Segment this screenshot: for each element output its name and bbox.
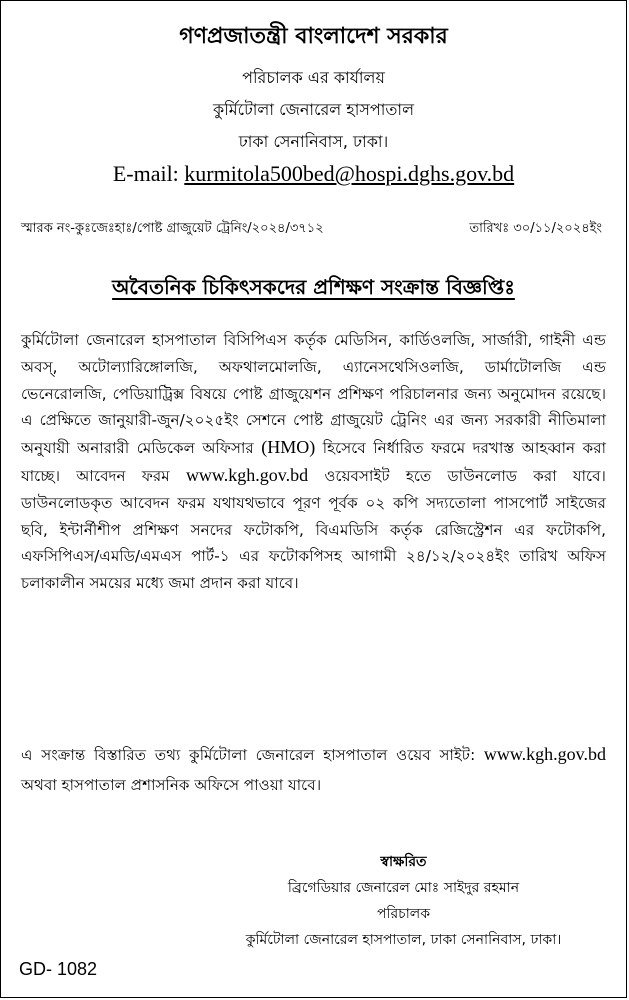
email-link[interactable]: kurmitola500bed@hospi.dghs.gov.bd [184, 161, 515, 186]
footer-note [21, 739, 606, 800]
gd-code: GD- 1082 [19, 959, 98, 979]
notice-body [21, 327, 606, 597]
signatory-address: কুর্মিটোলা জেনারেল হাসপাতাল, ঢাকা সেনানিবাস, ঢাকা। [245, 932, 562, 948]
footer-text-part2: অথবা হাসপাতাল প্রশাসনিক অফিসে পাওয়া যাবে। [21, 776, 322, 794]
government-title: গণপ্রজাতন্ত্রী বাংলাদেশ সরকার [179, 24, 448, 49]
memo-reference: স্মারক নং-কুঃজেঃহাঃ/পোষ্ট গ্রাজুয়েট ট্রেনিং/২০২৪/৩৭১২ [21, 221, 324, 236]
email-line [1, 161, 626, 187]
hospital-line: কুর্মিটোলা জেনারেল হাসপাতাল [212, 100, 414, 119]
footer-text-part1: এ সংক্রান্ত বিস্তারিত তথ্য কুর্মিটোলা জেনারেল হাসপাতাল ওয়েব সাইট: [21, 746, 484, 764]
signature-block [201, 849, 606, 953]
signatory-designation: পরিচালক [376, 906, 431, 922]
hmo-text: (HMO) [261, 437, 316, 458]
signature-label: স্বাক্ষরিত [380, 854, 427, 870]
body-text-part1: কুর্মিটোলা জেনারেল হাসপাতাল বিসিপিএস কর্তৃক মেডিসিন, কার্ডিওলজি, সার্জারী, গাইনী এন্ড অবস্, অটোল্যারিঙ্গোলজি, অফথালমোলজি, এ্যানেসথেসিওলজি, ডার্মাটোলজি এন্ড ভেনেরোলজি, পেডিয়াট্রিক্স বিষয়ে পোষ্ট গ্রাজুয়েশন প্রশিক্ষণ পরিচালনার জন্য অনুমোদন রয়েছে। এ প্রেক্ষিতে জানুয়ারী-জুন/২০২৫ইং সেশনে পোষ্ট গ্রাজুয়েট ট্রেনিং এর জন্য সরকারী নীতিমালা অনুযায়ী অনারারী মেডিকেল অফিসার [21, 331, 606, 458]
signatory-name: ব্রিগেডিয়ার জেনারেল মোঃ সাইদুর রহমান [287, 880, 520, 896]
footer-website-link[interactable]: www.kgh.gov.bd [483, 744, 606, 764]
memo-row [21, 219, 602, 240]
website-link[interactable]: www.kgh.gov.bd [185, 464, 309, 485]
notice-subject: অবৈতনিক চিকিৎসকদের প্রশিক্ষণ সংক্রান্ত বিজ্ঞপ্তিঃ [112, 275, 515, 299]
email-label: E-mail: [112, 161, 179, 186]
location-line: ঢাকা সেনানিবাস, ঢাকা। [238, 132, 389, 151]
body-text-part3: ওয়েবসাইট হতে ডাউনলোড করা যাবে। ডাউনলোডকৃত আবেদন ফরম যথাযথভাবে পূরণ পূর্বক ০২ কপি সদ্যতোলা পাসপোর্ট সাইজের ছবি, ইন্টার্নীশীপ প্রশিক্ষণ সনদের ফটোকপি, বিএমডিসি কর্তৃক রেজিস্ট্রেশন এর ফটোকপি, এফসিপিএস/এমডি/এমএস পার্ট-১ এর ফটোকপিসহ আগামী ২৪/১২/২০২৪ইং তারিখ অফিস চলাকালীন সময়ের মধ্যে জমা প্রদান করা যাবে। [21, 466, 606, 593]
memo-date: তারিখঃ ৩০/১১/২০২৪ইং [469, 221, 602, 236]
office-line: পরিচালক এর কার্যালয় [242, 68, 385, 87]
body-text-part2: হিসেবে নির্ধারিত ফরমে দরখাস্ত আহব্বান করা যাচ্ছে। আবেদন ফরম [21, 439, 606, 485]
